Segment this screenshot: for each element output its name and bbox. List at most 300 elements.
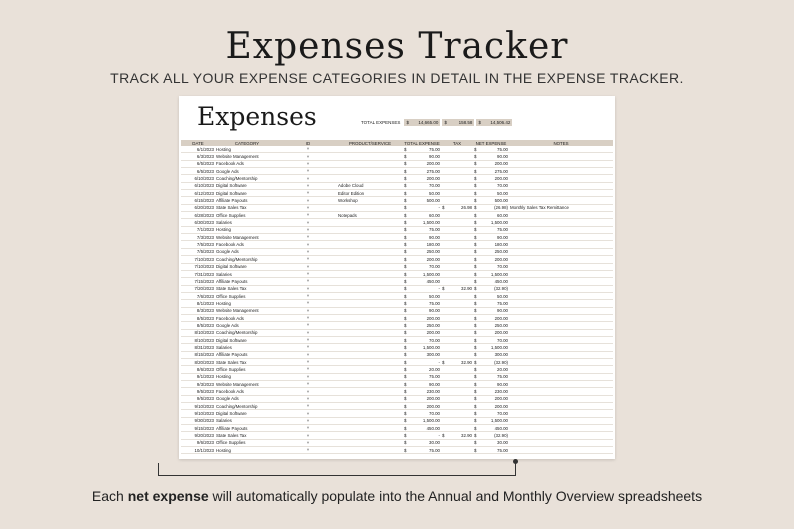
id-dropdown-cell[interactable]	[279, 292, 337, 299]
category-cell[interactable]: Facebook Ads	[215, 314, 279, 321]
total-expense-cell[interactable]	[403, 447, 441, 454]
total-expense-cell[interactable]	[403, 270, 441, 277]
notes-cell[interactable]	[509, 212, 613, 219]
notes-cell[interactable]	[509, 234, 613, 241]
notes-cell[interactable]	[509, 270, 613, 277]
total-expense-cell[interactable]	[403, 300, 441, 307]
notes-cell[interactable]	[509, 263, 613, 270]
category-cell[interactable]: Coaching/Mentorship	[215, 403, 279, 410]
product-service-cell[interactable]	[337, 248, 403, 255]
total-expense-cell[interactable]	[403, 381, 441, 388]
tax-cell[interactable]	[441, 439, 473, 446]
net-expense-cell[interactable]	[473, 168, 509, 175]
date-cell[interactable]: 8/10/2023	[181, 336, 215, 343]
date-cell[interactable]: 6/3/2023	[181, 153, 215, 160]
total-net-expense-cell[interactable]	[476, 119, 512, 126]
id-dropdown-cell[interactable]	[279, 300, 337, 307]
product-service-cell[interactable]	[337, 307, 403, 314]
product-service-cell[interactable]	[337, 373, 403, 380]
tax-cell[interactable]	[441, 388, 473, 395]
id-dropdown-cell[interactable]	[279, 395, 337, 402]
net-expense-cell[interactable]	[473, 278, 509, 285]
total-expense-cell[interactable]	[403, 219, 441, 226]
total-expense-cell[interactable]	[403, 278, 441, 285]
net-expense-cell[interactable]	[473, 307, 509, 314]
category-cell[interactable]: Affiliate Payouts	[215, 197, 279, 204]
dropdown-arrow-icon[interactable]: ▾	[306, 432, 310, 438]
id-dropdown-cell[interactable]	[279, 153, 337, 160]
tax-cell[interactable]	[441, 351, 473, 358]
date-cell[interactable]: 6/1/2023	[181, 146, 215, 153]
net-expense-cell[interactable]	[473, 388, 509, 395]
date-cell[interactable]: 8/6/2023	[181, 366, 215, 373]
notes-cell[interactable]	[509, 395, 613, 402]
dropdown-arrow-icon[interactable]: ▾	[306, 190, 310, 196]
id-dropdown-cell[interactable]	[279, 241, 337, 248]
id-dropdown-cell[interactable]	[279, 182, 337, 189]
date-cell[interactable]: 8/5/2023	[181, 322, 215, 329]
category-cell[interactable]: Office Supplies	[215, 439, 279, 446]
category-cell[interactable]: Website Management	[215, 234, 279, 241]
category-cell[interactable]: Digital Software	[215, 190, 279, 197]
category-cell[interactable]: Facebook Ads	[215, 160, 279, 167]
net-expense-cell[interactable]	[473, 204, 509, 211]
dropdown-arrow-icon[interactable]: ▾	[306, 278, 310, 284]
total-expense-cell[interactable]	[403, 241, 441, 248]
column-header[interactable]: NET EXPENSE	[473, 140, 509, 146]
id-dropdown-cell[interactable]	[279, 439, 337, 446]
category-cell[interactable]: Facebook Ads	[215, 388, 279, 395]
product-service-cell[interactable]	[337, 403, 403, 410]
product-service-cell[interactable]	[337, 285, 403, 292]
id-dropdown-cell[interactable]	[279, 388, 337, 395]
total-expense-cell[interactable]	[403, 432, 441, 439]
category-cell[interactable]: State Sales Tax	[215, 358, 279, 365]
id-dropdown-cell[interactable]	[279, 307, 337, 314]
net-expense-cell[interactable]	[473, 219, 509, 226]
tax-cell[interactable]	[441, 314, 473, 321]
id-dropdown-cell[interactable]	[279, 358, 337, 365]
id-dropdown-cell[interactable]	[279, 190, 337, 197]
dropdown-arrow-icon[interactable]: ▾	[306, 263, 310, 269]
dropdown-arrow-icon[interactable]: ▾	[306, 285, 310, 291]
net-expense-cell[interactable]	[473, 381, 509, 388]
dropdown-arrow-icon[interactable]: ▾	[306, 447, 310, 453]
id-dropdown-cell[interactable]	[279, 146, 337, 153]
total-expense-cell[interactable]	[404, 119, 440, 126]
date-cell[interactable]: 6/10/2023	[181, 182, 215, 189]
total-expense-cell[interactable]	[403, 197, 441, 204]
category-cell[interactable]: Salaries	[215, 219, 279, 226]
tax-cell[interactable]	[441, 447, 473, 454]
id-dropdown-cell[interactable]	[279, 366, 337, 373]
net-expense-cell[interactable]	[473, 403, 509, 410]
dropdown-arrow-icon[interactable]: ▾	[306, 337, 310, 343]
date-cell[interactable]: 9/20/2023	[181, 432, 215, 439]
dropdown-arrow-icon[interactable]: ▾	[306, 219, 310, 225]
total-expense-cell[interactable]	[403, 388, 441, 395]
net-expense-cell[interactable]	[473, 263, 509, 270]
product-service-cell[interactable]	[337, 300, 403, 307]
product-service-cell[interactable]: Adobe Cloud	[337, 182, 403, 189]
dropdown-arrow-icon[interactable]: ▾	[306, 226, 310, 232]
tax-cell[interactable]	[441, 241, 473, 248]
id-dropdown-cell[interactable]	[279, 410, 337, 417]
date-cell[interactable]: 9/10/2023	[181, 403, 215, 410]
product-service-cell[interactable]	[337, 168, 403, 175]
id-dropdown-cell[interactable]	[279, 432, 337, 439]
dropdown-arrow-icon[interactable]: ▾	[306, 307, 310, 313]
total-expense-cell[interactable]	[403, 256, 441, 263]
net-expense-cell[interactable]	[473, 351, 509, 358]
total-expense-cell[interactable]	[403, 373, 441, 380]
category-cell[interactable]: Salaries	[215, 417, 279, 424]
tax-cell[interactable]	[438, 285, 473, 292]
tax-cell[interactable]	[441, 410, 473, 417]
net-expense-cell[interactable]	[473, 410, 509, 417]
date-cell[interactable]: 6/5/2023	[181, 160, 215, 167]
category-cell[interactable]: Coaching/Mentorship	[215, 329, 279, 336]
date-cell[interactable]: 9/10/2023	[181, 410, 215, 417]
id-dropdown-cell[interactable]	[279, 204, 337, 211]
id-dropdown-cell[interactable]	[279, 212, 337, 219]
date-cell[interactable]: 8/20/2023	[181, 358, 215, 365]
tax-cell[interactable]	[441, 182, 473, 189]
date-cell[interactable]: 9/1/2023	[181, 373, 215, 380]
column-header[interactable]: CATEGORY	[215, 140, 279, 146]
total-expense-cell[interactable]	[403, 153, 441, 160]
date-cell[interactable]: 7/20/2023	[181, 285, 215, 292]
id-dropdown-cell[interactable]	[279, 447, 337, 454]
dropdown-arrow-icon[interactable]: ▾	[306, 388, 310, 394]
product-service-cell[interactable]	[337, 278, 403, 285]
date-cell[interactable]: 9/5/2023	[181, 388, 215, 395]
id-dropdown-cell[interactable]	[279, 168, 337, 175]
product-service-cell[interactable]	[337, 263, 403, 270]
dropdown-arrow-icon[interactable]: ▾	[306, 160, 310, 166]
product-service-cell[interactable]	[337, 256, 403, 263]
notes-cell[interactable]	[509, 307, 613, 314]
category-cell[interactable]: Coaching/Mentorship	[215, 175, 279, 182]
net-expense-cell[interactable]	[473, 366, 509, 373]
category-cell[interactable]: Hosting	[215, 447, 279, 454]
total-expense-cell[interactable]	[403, 403, 441, 410]
total-expense-cell[interactable]	[403, 307, 441, 314]
total-expense-cell[interactable]	[403, 146, 441, 153]
category-cell[interactable]: Digital Software	[215, 410, 279, 417]
notes-cell[interactable]	[509, 410, 613, 417]
id-dropdown-cell[interactable]	[279, 234, 337, 241]
total-expense-cell[interactable]	[403, 395, 441, 402]
notes-cell[interactable]	[509, 226, 613, 233]
id-dropdown-cell[interactable]	[279, 197, 337, 204]
dropdown-arrow-icon[interactable]: ▾	[306, 212, 310, 218]
product-service-cell[interactable]	[337, 425, 403, 432]
net-expense-cell[interactable]	[473, 175, 509, 182]
total-expense-cell[interactable]	[403, 168, 441, 175]
notes-cell[interactable]	[509, 285, 613, 292]
product-service-cell[interactable]	[337, 226, 403, 233]
id-dropdown-cell[interactable]	[279, 285, 337, 292]
net-expense-cell[interactable]	[473, 153, 509, 160]
net-expense-cell[interactable]	[473, 417, 509, 424]
dropdown-arrow-icon[interactable]: ▾	[306, 146, 310, 152]
id-dropdown-cell[interactable]	[279, 417, 337, 424]
id-dropdown-cell[interactable]	[279, 373, 337, 380]
date-cell[interactable]: 7/5/2023	[181, 248, 215, 255]
product-service-cell[interactable]	[337, 146, 403, 153]
date-cell[interactable]: 9/3/2023	[181, 381, 215, 388]
product-service-cell[interactable]	[337, 175, 403, 182]
tax-cell[interactable]	[441, 248, 473, 255]
date-cell[interactable]: 6/15/2023	[181, 197, 215, 204]
tax-cell[interactable]	[441, 197, 473, 204]
net-expense-cell[interactable]	[473, 432, 509, 439]
category-cell[interactable]: Website Management	[215, 381, 279, 388]
id-dropdown-cell[interactable]	[279, 248, 337, 255]
net-expense-cell[interactable]	[473, 160, 509, 167]
net-expense-cell[interactable]	[473, 212, 509, 219]
column-header[interactable]: TOTAL EXPENSE	[404, 140, 440, 146]
dropdown-arrow-icon[interactable]: ▾	[306, 168, 310, 174]
date-cell[interactable]: 6/28/2023	[181, 212, 215, 219]
category-cell[interactable]: Hosting	[215, 226, 279, 233]
dropdown-arrow-icon[interactable]: ▾	[306, 256, 310, 262]
category-cell[interactable]: Digital Software	[215, 263, 279, 270]
dropdown-arrow-icon[interactable]: ▾	[306, 197, 310, 203]
product-service-cell[interactable]: Notepads	[337, 212, 403, 219]
column-header[interactable]: DATE	[181, 140, 215, 146]
dropdown-arrow-icon[interactable]: ▾	[306, 204, 310, 210]
tax-cell[interactable]	[441, 278, 473, 285]
category-cell[interactable]: Digital Software	[215, 182, 279, 189]
total-expense-cell[interactable]	[403, 160, 441, 167]
date-cell[interactable]: 7/10/2023	[181, 256, 215, 263]
id-dropdown-cell[interactable]	[279, 351, 337, 358]
category-cell[interactable]: Salaries	[215, 344, 279, 351]
dropdown-arrow-icon[interactable]: ▾	[306, 293, 310, 299]
tax-cell[interactable]	[441, 219, 473, 226]
notes-cell[interactable]	[509, 300, 613, 307]
category-cell[interactable]: Google Ads	[215, 168, 279, 175]
tax-cell[interactable]	[441, 344, 473, 351]
notes-cell[interactable]	[509, 197, 613, 204]
notes-cell[interactable]	[509, 292, 613, 299]
id-dropdown-cell[interactable]	[279, 219, 337, 226]
total-expense-cell[interactable]	[403, 322, 441, 329]
tax-cell[interactable]	[441, 329, 473, 336]
notes-cell[interactable]	[509, 439, 613, 446]
date-cell[interactable]: 8/3/2023	[181, 307, 215, 314]
dropdown-arrow-icon[interactable]: ▾	[306, 234, 310, 240]
id-dropdown-cell[interactable]	[279, 270, 337, 277]
category-cell[interactable]: Salaries	[215, 270, 279, 277]
total-expense-cell[interactable]	[403, 226, 441, 233]
category-cell[interactable]: Affiliate Payouts	[215, 425, 279, 432]
category-cell[interactable]: Office Supplies	[215, 292, 279, 299]
id-dropdown-cell[interactable]	[279, 256, 337, 263]
notes-cell[interactable]	[509, 425, 613, 432]
tax-cell[interactable]	[441, 403, 473, 410]
column-header[interactable]: PRODUCT/SERVICE	[337, 140, 403, 146]
tax-cell[interactable]	[441, 168, 473, 175]
product-service-cell[interactable]	[337, 410, 403, 417]
product-service-cell[interactable]	[337, 432, 403, 439]
tax-cell[interactable]	[441, 336, 473, 343]
notes-cell[interactable]	[509, 219, 613, 226]
category-cell[interactable]: Affiliate Payouts	[215, 278, 279, 285]
id-dropdown-cell[interactable]	[279, 403, 337, 410]
notes-cell[interactable]	[509, 388, 613, 395]
tax-cell[interactable]	[441, 270, 473, 277]
notes-cell[interactable]	[509, 381, 613, 388]
notes-cell[interactable]	[509, 336, 613, 343]
total-expense-cell[interactable]	[403, 263, 441, 270]
notes-cell[interactable]	[509, 322, 613, 329]
notes-cell[interactable]	[509, 190, 613, 197]
date-cell[interactable]: 8/31/2023	[181, 344, 215, 351]
dropdown-arrow-icon[interactable]: ▾	[306, 359, 310, 365]
net-expense-cell[interactable]	[473, 358, 509, 365]
product-service-cell[interactable]	[337, 417, 403, 424]
product-service-cell[interactable]	[337, 204, 403, 211]
dropdown-arrow-icon[interactable]: ▾	[306, 373, 310, 379]
product-service-cell[interactable]	[337, 292, 403, 299]
category-cell[interactable]: Digital Software	[215, 336, 279, 343]
notes-cell[interactable]: Monthly Sales Tax Remittance	[509, 204, 613, 211]
category-cell[interactable]: Facebook Ads	[215, 241, 279, 248]
net-expense-cell[interactable]	[473, 447, 509, 454]
dropdown-arrow-icon[interactable]: ▾	[306, 439, 310, 445]
total-expense-cell[interactable]	[403, 204, 441, 211]
id-dropdown-cell[interactable]	[279, 314, 337, 321]
dropdown-arrow-icon[interactable]: ▾	[306, 395, 310, 401]
date-cell[interactable]: 7/6/2023	[181, 292, 215, 299]
net-expense-cell[interactable]	[473, 344, 509, 351]
dropdown-arrow-icon[interactable]: ▾	[306, 241, 310, 247]
date-cell[interactable]: 7/1/2023	[181, 226, 215, 233]
product-service-cell[interactable]	[337, 336, 403, 343]
category-cell[interactable]: Google Ads	[215, 248, 279, 255]
id-dropdown-cell[interactable]	[279, 381, 337, 388]
notes-cell[interactable]	[509, 256, 613, 263]
total-expense-cell[interactable]	[403, 425, 441, 432]
total-expense-cell[interactable]	[403, 439, 441, 446]
date-cell[interactable]: 9/6/2023	[181, 439, 215, 446]
category-cell[interactable]: Hosting	[215, 146, 279, 153]
category-cell[interactable]: Coaching/Mentorship	[215, 256, 279, 263]
notes-cell[interactable]	[509, 160, 613, 167]
net-expense-cell[interactable]	[473, 256, 509, 263]
category-cell[interactable]: Google Ads	[215, 395, 279, 402]
product-service-cell[interactable]	[337, 314, 403, 321]
notes-cell[interactable]	[509, 344, 613, 351]
product-service-cell[interactable]	[337, 366, 403, 373]
notes-cell[interactable]	[509, 366, 613, 373]
date-cell[interactable]: 6/12/2023	[181, 190, 215, 197]
tax-cell[interactable]	[441, 425, 473, 432]
total-expense-cell[interactable]	[403, 292, 441, 299]
date-cell[interactable]: 6/30/2023	[181, 219, 215, 226]
product-service-cell[interactable]	[337, 241, 403, 248]
notes-cell[interactable]	[509, 248, 613, 255]
net-expense-cell[interactable]	[473, 190, 509, 197]
dropdown-arrow-icon[interactable]: ▾	[306, 351, 310, 357]
tax-cell[interactable]	[441, 307, 473, 314]
dropdown-arrow-icon[interactable]: ▾	[306, 425, 310, 431]
total-expense-cell[interactable]	[403, 182, 441, 189]
total-expense-cell[interactable]	[403, 366, 441, 373]
product-service-cell[interactable]: Workshop	[337, 197, 403, 204]
tax-cell[interactable]	[441, 226, 473, 233]
category-cell[interactable]: State Sales Tax	[215, 204, 279, 211]
net-expense-cell[interactable]	[473, 292, 509, 299]
total-expense-cell[interactable]	[403, 344, 441, 351]
date-cell[interactable]: 8/1/2023	[181, 300, 215, 307]
id-dropdown-cell[interactable]	[279, 336, 337, 343]
product-service-cell[interactable]	[337, 322, 403, 329]
notes-cell[interactable]	[509, 403, 613, 410]
column-header[interactable]: TAX	[441, 140, 473, 146]
category-cell[interactable]: Hosting	[215, 300, 279, 307]
notes-cell[interactable]	[509, 373, 613, 380]
product-service-cell[interactable]	[337, 329, 403, 336]
product-service-cell[interactable]	[337, 439, 403, 446]
product-service-cell[interactable]	[337, 358, 403, 365]
date-cell[interactable]: 7/15/2023	[181, 278, 215, 285]
id-dropdown-cell[interactable]	[279, 425, 337, 432]
id-dropdown-cell[interactable]	[279, 175, 337, 182]
category-cell[interactable]: State Sales Tax	[215, 285, 279, 292]
product-service-cell[interactable]	[337, 153, 403, 160]
tax-cell[interactable]	[441, 190, 473, 197]
tax-cell[interactable]	[441, 322, 473, 329]
product-service-cell[interactable]	[337, 395, 403, 402]
notes-cell[interactable]	[509, 175, 613, 182]
net-expense-cell[interactable]	[473, 234, 509, 241]
tax-cell[interactable]	[441, 395, 473, 402]
dropdown-arrow-icon[interactable]: ▾	[306, 153, 310, 159]
total-expense-cell[interactable]	[403, 410, 441, 417]
column-header[interactable]: NOTES	[509, 140, 613, 146]
date-cell[interactable]: 6/10/2023	[181, 175, 215, 182]
date-cell[interactable]: 8/5/2023	[181, 314, 215, 321]
tax-cell[interactable]	[438, 204, 473, 211]
date-cell[interactable]: 8/10/2023	[181, 329, 215, 336]
notes-cell[interactable]	[509, 314, 613, 321]
net-expense-cell[interactable]	[473, 285, 509, 292]
product-service-cell[interactable]	[337, 388, 403, 395]
notes-cell[interactable]	[509, 447, 613, 454]
dropdown-arrow-icon[interactable]: ▾	[306, 410, 310, 416]
id-dropdown-cell[interactable]	[279, 160, 337, 167]
product-service-cell[interactable]	[337, 447, 403, 454]
date-cell[interactable]: 7/3/2023	[181, 234, 215, 241]
net-expense-cell[interactable]	[473, 329, 509, 336]
notes-cell[interactable]	[509, 153, 613, 160]
net-expense-cell[interactable]	[473, 197, 509, 204]
net-expense-cell[interactable]	[473, 226, 509, 233]
net-expense-cell[interactable]	[473, 300, 509, 307]
net-expense-cell[interactable]	[473, 146, 509, 153]
tax-cell[interactable]	[441, 234, 473, 241]
date-cell[interactable]: 7/31/2023	[181, 270, 215, 277]
dropdown-arrow-icon[interactable]: ▾	[306, 381, 310, 387]
dropdown-arrow-icon[interactable]: ▾	[306, 182, 310, 188]
id-dropdown-cell[interactable]	[279, 263, 337, 270]
total-expense-cell[interactable]	[403, 351, 441, 358]
column-header[interactable]: ID	[279, 140, 337, 146]
